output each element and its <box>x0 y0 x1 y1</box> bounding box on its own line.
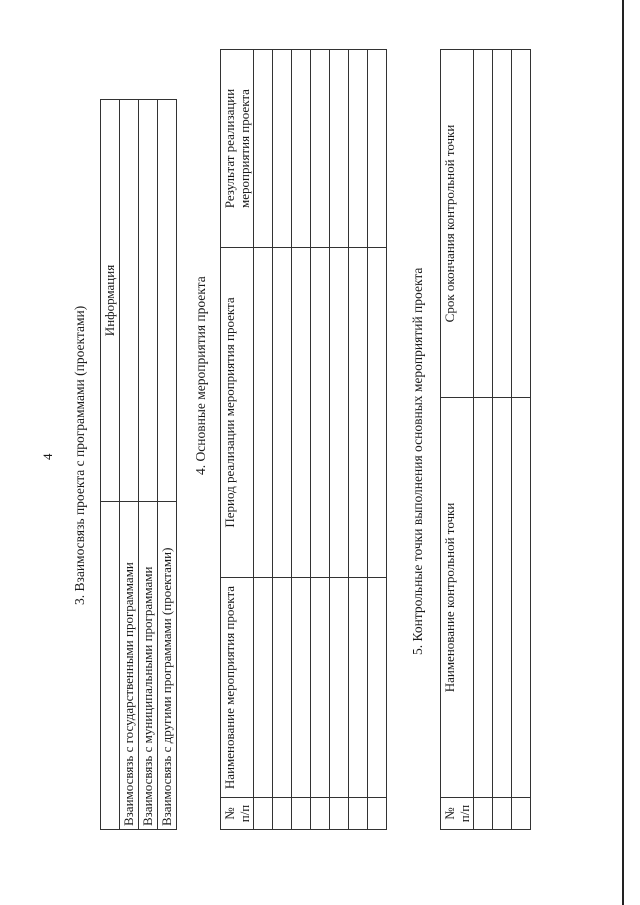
table-cell <box>368 248 387 578</box>
col-deadline-header: Срок окончания контрольной точки <box>441 50 474 398</box>
table-cell <box>292 578 311 798</box>
table-header-row <box>221 50 254 830</box>
section5-title: 5. Контрольные точки выполнения основных мероприятий проекта <box>410 267 425 655</box>
table-cell <box>349 578 368 798</box>
table-cell <box>273 578 292 798</box>
table-cell <box>254 50 273 248</box>
table-row <box>139 100 158 830</box>
table-cell <box>368 50 387 248</box>
table-header-row <box>441 50 474 830</box>
table-cell <box>273 798 292 830</box>
section3-table <box>100 99 177 830</box>
table-cell <box>474 798 493 830</box>
table-row <box>493 50 512 830</box>
table-cell <box>330 578 349 798</box>
table-row <box>311 50 330 830</box>
table-cell <box>292 248 311 578</box>
table-cell <box>349 50 368 248</box>
table-cell <box>493 50 512 398</box>
table-cell <box>311 50 330 248</box>
table-cell <box>330 248 349 578</box>
table-cell <box>311 248 330 578</box>
table-row <box>273 50 292 830</box>
row-state-programs: Взаимосвязь с государственными программами <box>120 502 139 830</box>
table-cell <box>254 798 273 830</box>
section4-title: 4. Основные мероприятия проекта <box>193 276 208 475</box>
table-cell <box>158 100 177 502</box>
table-cell <box>512 398 531 798</box>
table-cell <box>292 798 311 830</box>
section3-title: 3. Взаимосвязь проекта с программами (проектами) <box>72 305 87 605</box>
table-row <box>368 50 387 830</box>
table-cell <box>474 398 493 798</box>
section4-body <box>254 50 387 830</box>
page-number: 4 <box>40 453 55 460</box>
table-cell <box>493 798 512 830</box>
table-row <box>101 100 120 830</box>
col-number-header: № п/п <box>221 798 254 830</box>
table-cell <box>512 798 531 830</box>
scan-edge-line <box>622 0 624 905</box>
table-cell <box>368 578 387 798</box>
table-row <box>254 50 273 830</box>
table-cell <box>349 248 368 578</box>
col-name-header: Наименование мероприятия проекта <box>221 578 254 798</box>
table-cell <box>493 398 512 798</box>
table-cell <box>254 248 273 578</box>
section4-table <box>220 49 387 830</box>
table-cell <box>311 798 330 830</box>
col-number-header: № п/п <box>441 798 474 830</box>
table-row <box>349 50 368 830</box>
table-cell <box>368 798 387 830</box>
table-cell <box>273 50 292 248</box>
table-cell <box>512 50 531 398</box>
row-other-programs: Взаимосвязь с другими программами (проектами) <box>158 502 177 830</box>
table-cell <box>330 798 349 830</box>
col-checkpoint-name-header: Наименование контрольной точки <box>441 398 474 798</box>
table-row <box>292 50 311 830</box>
table-cell <box>292 50 311 248</box>
table-cell <box>349 798 368 830</box>
col-period-header: Период реализации мероприятия проекта <box>221 248 254 578</box>
col-result-header: Результат реализации мероприятия проекта <box>221 50 254 248</box>
row-municipal-programs: Взаимосвязь с муниципальными программами <box>139 502 158 830</box>
table-cell <box>254 578 273 798</box>
table-cell <box>330 50 349 248</box>
table-cell <box>474 50 493 398</box>
table-cell <box>311 578 330 798</box>
table-row <box>512 50 531 830</box>
table-cell <box>139 100 158 502</box>
table-row <box>330 50 349 830</box>
info-header: Информация <box>101 100 120 502</box>
table-cell <box>101 502 120 830</box>
table-cell <box>273 248 292 578</box>
table-row <box>120 100 139 830</box>
table-row <box>474 50 493 830</box>
table-row <box>158 100 177 830</box>
table-cell <box>120 100 139 502</box>
section5-body <box>474 50 531 830</box>
section5-table <box>440 49 531 830</box>
